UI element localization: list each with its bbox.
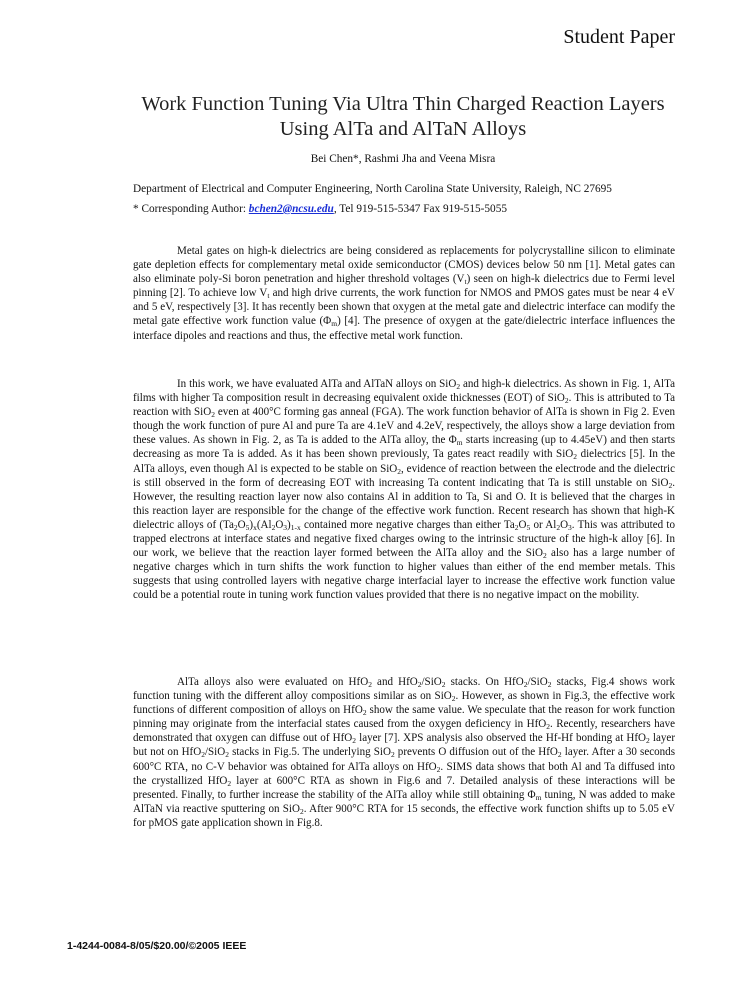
text-run: and high drive currents, the work function for NMOS and PMOS gates must be near 4 eV and 5 eV, respectively [3]. It has recently been shown that oxygen at the metal gate and dielectric interface can modify the metal gate effective work function value (Φ [133, 287, 675, 328]
subscript: 2 [299, 806, 304, 816]
subscript: 2 [201, 750, 205, 760]
subscript: 2 [441, 680, 446, 689]
subscript: 2 [547, 680, 552, 689]
subscript: 2 [436, 764, 441, 774]
text-run: tuning, N was added to make AlTaN via reactive sputtering on SiO [133, 788, 675, 815]
text-run: . After 900°C RTA for 15 seconds, the effective work function shifts up to 5.05 eV for pMOS gate application shown in Fig.8. [133, 802, 675, 829]
text-run: /SiO [204, 746, 226, 759]
text-run: and high-k dielectrics. As shown in Fig. 1, AlTa films with higher Ta composition result in decreasing equivalent oxide thicknesses (EOT) of SiO [133, 378, 675, 405]
text-run: ) [249, 518, 254, 531]
authors: Bei Chen*, Rashmi Jha and Veena Misra [310, 153, 496, 165]
subscript: 2 [456, 382, 461, 391]
text-run: /SiO [527, 676, 548, 688]
title-line-2: Using AlTa and AlTaN Alloys [279, 118, 527, 140]
student-paper-label: Student Paper [563, 26, 675, 48]
subscript: 2 [573, 452, 577, 462]
text-run: ) [4]. The presence of oxygen at the gate/dielectric interface influences the interface dipoles and reactions and thus, the effective metal work function. [133, 315, 675, 342]
subscript: 2 [451, 694, 456, 704]
text-run: stacks, Fig.4 shows work function tuning with the different alloy compositions similar as on SiO [133, 676, 675, 703]
text-run: Metal gates on high-k dielectrics are being considered as replacements for polycrystalline silicon to eliminate gate depletion effects for complementary metal oxide semiconductor (CMOS) devices below 50 nm [1]. Metal gates can also eliminate poly-Si boron penetration and higher threshold voltages (V [133, 245, 675, 286]
text-run: layer [7]. XPS analysis also observed the Hf-Hf bonding at HfO [356, 732, 647, 745]
subscript: 2 [352, 736, 357, 746]
subscript: 2 [397, 466, 402, 476]
subscript: 2 [368, 680, 372, 689]
text-run: layer. After a 30 seconds 600°C RTA, no C-V behavior was obtained for AlTa alloys on HfO [133, 746, 675, 773]
affiliation: Department of Electrical and Computer Engineering, North Carolina State University, Raleigh, NC 27695 [133, 183, 612, 195]
text-run: ) [287, 518, 291, 531]
subscript: 2 [542, 551, 547, 561]
subscript: 5 [526, 522, 531, 532]
text-run: O [518, 518, 527, 531]
text-run: contained more negative charges than either Ta [300, 518, 515, 531]
text-run: . However, as shown in Fig.3, the effective work functions of different composition of alloys on HfO [133, 690, 676, 717]
corresponding-contact: , Tel 919-515-5347 Fax 919-515-5055 [333, 203, 507, 215]
text-run: and HfO [371, 676, 418, 688]
text-run: . However, the resulting reaction layer now also contains Al in addition to Ta, Si and O. It is believed that the charges in this reaction layer are responsible for the change of the effective work function. Recent research has shown that high-K dielectric alloys of (Ta [133, 476, 675, 531]
body-paragraph-1 [133, 244, 675, 343]
subscript: 2 [668, 480, 673, 490]
subscript: 2 [557, 750, 562, 760]
subscript: 2 [417, 680, 422, 689]
subscript: 2 [390, 750, 395, 760]
subscript: 2 [646, 736, 650, 746]
subscript: t [267, 291, 270, 301]
text-run: ) seen on high-k dielectrics due to Fermi level pinning [2]. To achieve low V [133, 273, 675, 300]
subscript: 2 [546, 722, 550, 732]
subscript: 1-x [290, 522, 301, 532]
subscript: 2 [211, 410, 215, 420]
subscript: 2 [225, 750, 229, 760]
subscript: 5 [245, 522, 250, 532]
subscript: x [253, 522, 257, 532]
corresponding-prefix: * Corresponding Author: [133, 203, 249, 215]
subscript: 2 [514, 522, 519, 532]
text-run: stacks. On HfO [445, 676, 524, 688]
text-run: AlTa alloys also were evaluated on HfO [177, 676, 369, 688]
subscript: m [456, 438, 463, 448]
text-run: (Al [256, 518, 272, 531]
subscript: 2 [362, 708, 367, 718]
subscript: 3 [283, 522, 288, 532]
subscript: 3 [568, 522, 572, 532]
text-run: O [237, 518, 246, 531]
text-run: In this work, we have evaluated AlTa and AlTaN alloys on SiO [177, 378, 457, 390]
text-run: even at 400°C forming gas anneal (FGA). The work function behavior of AlTa is shown in Fig 2. Even though the work function of pure Al and pure Ta are 4.1eV and 4.2eV, respectively, the alloys show a large deviation from these values. As shown in Fig. 2, as Ta is added to the AlTa alloy, the Φ [133, 406, 675, 447]
paper-title [110, 92, 696, 142]
text-run: starts increasing (up to 4.45eV) and then starts decreasing as more Ta is added. As it has been shown previously, Ta gates react readily with SiO [133, 434, 675, 461]
text-run: or Al [530, 518, 557, 531]
text-run: O [275, 518, 284, 531]
text-run: . This is attributed to Ta reaction with SiO [133, 392, 676, 419]
body-paragraph-3 [133, 675, 675, 830]
text-run: prevents O diffusion out of the HfO [394, 746, 558, 759]
text-run: /SiO [421, 676, 442, 688]
subscript: 2 [556, 522, 561, 532]
copyright-footer: 1-4244-0084-8/05/$20.00/©2005 IEEE [67, 940, 247, 952]
subscript: 2 [227, 778, 232, 788]
subscript: m [535, 792, 542, 802]
subscript: 2 [271, 522, 276, 532]
body-paragraph-2 [133, 377, 675, 603]
text-run: . This was attributed to trapped electrons at interface states and negative fixed charges owing to the intrinsic structure of the high-k alloy [6]. In our work, we believe that the reaction layer formed between the AlTa alloy and the SiO [133, 518, 675, 560]
subscript: 2 [523, 680, 528, 689]
subscript: t [464, 277, 467, 287]
email-link[interactable]: bchen2@ncsu.edu [248, 203, 334, 215]
text-run: , evidence of reaction between the electrode and the dielectric is still observed in the form of decreasing EOT with increasing Ta content indicating that Ta is still unstable on SiO [133, 462, 675, 489]
subscript: 2 [233, 522, 238, 532]
title-line-1: Work Function Tuning Via Ultra Thin Charged Reaction Layers [141, 93, 665, 115]
text-run: layer but not on HfO [133, 732, 676, 759]
subscript: m [331, 319, 338, 329]
text-run: dielectrics [5]. In the AlTa alloys, even though Al is expected to be stable on SiO [133, 448, 676, 475]
text-run: stacks in Fig.5. The underlying SiO [228, 746, 391, 759]
text-run: layer at 600°C RTA as shown in Fig.6 and 7. Detailed analysis of these interactions will be presented. Finally, to further increase the stability of the AlTa alloy while still obtaining Φ [133, 774, 675, 801]
text-run: also has a large number of negative charges which in turn shifts the work function to higher values than either of the end member metals. This suggests that using controlled layers with negative charge interfacial layer to increase the effective work function value could be a potential route in tuning work function values provided that there is no negative impact on the mobility. [133, 547, 675, 602]
subscript: 2 [564, 396, 569, 406]
text-run: . SIMS data shows that both Al and Ta diffused into the crystallized HfO [133, 760, 675, 787]
text-run: . Recently, researchers have demonstrated that oxygen can diffuse out of HfO [133, 718, 675, 745]
corresponding-author [133, 203, 507, 215]
text-run: show the same value. We speculate that the reason for work function pinning may originate from the interfacial states caused from the oxygen deficiency in HfO [133, 704, 675, 731]
text-run: O [560, 518, 569, 531]
